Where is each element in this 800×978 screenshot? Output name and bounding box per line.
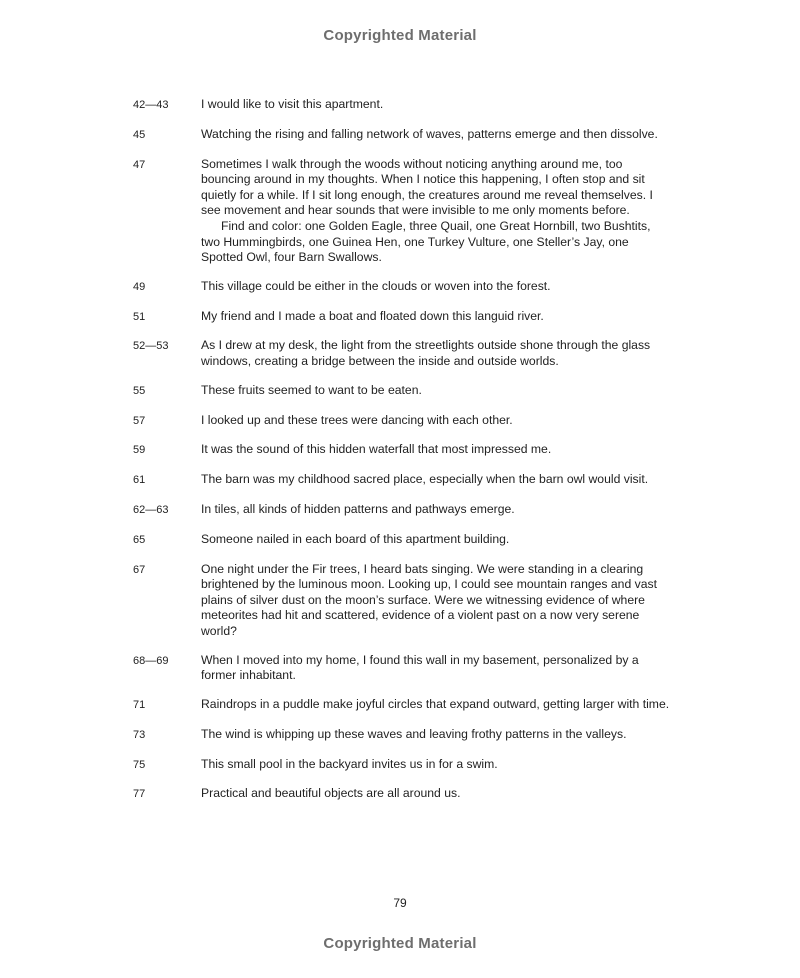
note-entry (133, 562, 673, 640)
note-text (201, 413, 671, 430)
note-entry (133, 757, 673, 774)
note-paragraph: Sometimes I walk through the woods without noticing anything around me, too bouncing around in my thoughts. When I notice this happening, I often stop and sit quietly for a while. If I sit long enough, the creatures around me reveal themselves. I see movement and hear sounds that were invisible to me only moments before. (201, 156, 653, 218)
note-page-ref: 55 (133, 384, 146, 397)
note-paragraph: My friend and I made a boat and floated down this languid river. (201, 308, 544, 323)
note-entry (133, 157, 673, 266)
note-entry (133, 279, 673, 296)
note-text (201, 383, 671, 400)
note-text (201, 127, 671, 144)
note-paragraph: As I drew at my desk, the light from the streetlights outside shone through the glass windows, creating a bridge between the inside and outside worlds. (201, 338, 651, 369)
note-entry (133, 442, 673, 459)
note-page-ref: 73 (133, 728, 146, 741)
note-text (201, 786, 671, 803)
note-entry (133, 413, 673, 430)
note-text (201, 697, 671, 714)
note-page-ref: 51 (133, 310, 146, 323)
note-paragraph: Someone nailed in each board of this apartment building. (201, 531, 510, 546)
note-entry (133, 653, 673, 684)
note-page-ref: 42—43 (133, 99, 169, 111)
note-paragraph: I would like to visit this apartment. (201, 97, 384, 111)
note-page-ref: 67 (133, 563, 146, 576)
note-page-ref: 68—69 (133, 654, 169, 667)
note-page-ref: 62—63 (133, 503, 169, 516)
note-paragraph: These fruits seemed to want to be eaten. (201, 382, 422, 397)
note-text (201, 279, 671, 296)
note-paragraph: The wind is whipping up these waves and leaving frothy patterns in the valleys. (201, 726, 627, 741)
note-page-ref: 71 (133, 699, 146, 712)
page-number: 79 (393, 896, 407, 910)
note-text (201, 502, 671, 519)
note-text (201, 532, 671, 549)
note-text (201, 97, 671, 114)
note-paragraph: This village could be either in the clouds or woven into the forest. (201, 278, 551, 293)
note-text (201, 727, 671, 744)
note-entry (133, 97, 673, 114)
copyright-banner-top: Copyrighted Material (323, 27, 477, 44)
note-entry (133, 786, 673, 803)
note-paragraph: This small pool in the backyard invites us in for a swim. (201, 756, 498, 771)
note-text (201, 157, 671, 266)
note-text (201, 757, 671, 774)
note-paragraph: I looked up and these trees were dancing with each other. (201, 412, 513, 427)
note-text (201, 442, 671, 459)
copyright-banner-bottom: Copyrighted Material (323, 935, 477, 952)
note-text (201, 309, 671, 326)
note-page-ref: 47 (133, 158, 146, 171)
note-page-ref: 49 (133, 280, 146, 293)
note-paragraph: Raindrops in a puddle make joyful circles that expand outward, getting larger with time. (201, 697, 670, 712)
note-text (201, 338, 671, 369)
note-page-ref: 57 (133, 414, 146, 427)
notes-list (133, 97, 673, 816)
note-paragraph: Watching the rising and falling network of waves, patterns emerge and then dissolve. (201, 126, 658, 141)
note-page-ref: 61 (133, 474, 146, 487)
note-text (201, 472, 671, 489)
note-entry (133, 697, 673, 714)
note-entry (133, 309, 673, 326)
note-page-ref: 52—53 (133, 340, 169, 353)
note-entry (133, 338, 673, 369)
note-entry (133, 532, 673, 549)
note-paragraph: In tiles, all kinds of hidden patterns and pathways emerge. (201, 501, 515, 516)
note-entry (133, 502, 673, 519)
note-paragraph: When I moved into my home, I found this wall in my basement, personalized by a former inhabitant. (201, 652, 639, 683)
note-entry (133, 472, 673, 489)
note-paragraph: Find and color: one Golden Eagle, three Quail, one Great Hornbill, two Bushtits, two Hummingbirds, one Guinea Hen, one Turkey Vulture, one Steller’s Jay, one Spotted Owl, four Barn Swallows. (201, 218, 651, 265)
note-paragraph: Practical and beautiful objects are all around us. (201, 786, 461, 801)
note-paragraph: It was the sound of this hidden waterfall that most impressed me. (201, 442, 552, 457)
note-page-ref: 59 (133, 444, 146, 457)
note-page-ref: 65 (133, 533, 146, 546)
note-text (201, 653, 671, 684)
note-entry (133, 383, 673, 400)
note-paragraph: One night under the Fir trees, I heard bats singing. We were standing in a clearing brightened by the luminous moon. Looking up, I could see mountain ranges and vast plains of silver dust on the moon’s surface. Were we witnessing evidence of where meteorites had hit and scattered, evidence of a violent past on a now very serene world? (201, 561, 657, 638)
note-entry (133, 727, 673, 744)
note-text (201, 562, 671, 640)
note-page-ref: 75 (133, 758, 146, 771)
note-paragraph: The barn was my childhood sacred place, especially when the barn owl would visit. (201, 472, 649, 487)
note-page-ref: 77 (133, 788, 146, 801)
note-entry (133, 127, 673, 144)
note-page-ref: 45 (133, 128, 146, 141)
